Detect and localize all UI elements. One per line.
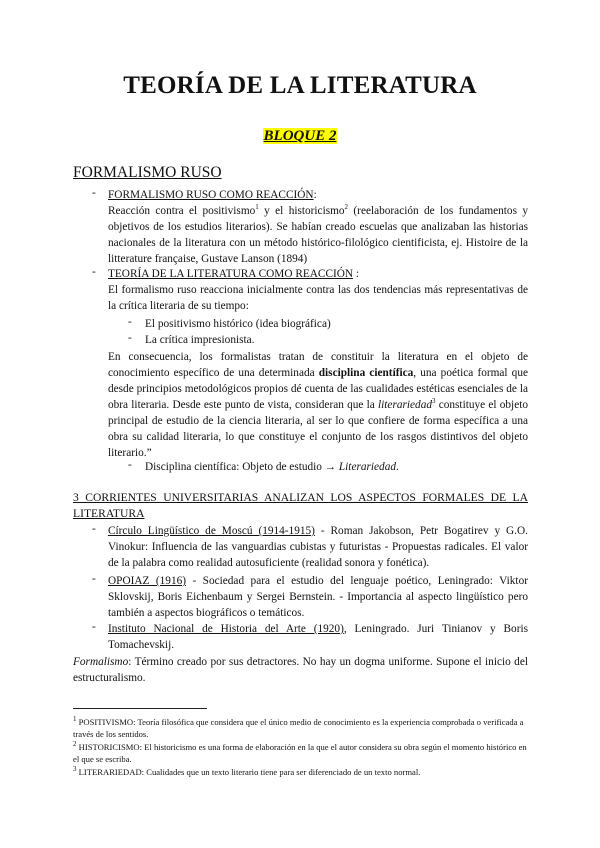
footnote-3 <box>73 766 529 778</box>
item-teoria-intro: El formalismo ruso reacciona inicialmente contra las dos tendencias más representativas de la crítica literaria de su tiempo: <box>108 284 528 312</box>
footnote-2 <box>73 741 529 765</box>
item-colon: : <box>353 268 360 280</box>
text-span: (reelaboración de los fundamentos y objetivos de los estudios literarios). Se habían creado escuelas que analizaban las historias nacionales de la literatura con un método histórico-filológico cientificista, ej. Histoire de la litterature française, Gustave Lanson (1894) <box>108 205 528 265</box>
italic-term: Literariedad <box>338 461 397 473</box>
bold-term: disciplina científica <box>318 367 414 379</box>
block-label-highlight: BLOQUE 2 <box>263 128 337 144</box>
text-span: . <box>396 461 399 473</box>
sub-item-impresionista: La crítica impresionista. <box>145 334 255 346</box>
item-instituto-label: Instituto Nacional de Historia del Arte (1920) <box>108 623 344 635</box>
bullet-dash: - <box>92 621 96 633</box>
document-title: TEORÍA DE LA LITERATURA <box>123 72 477 99</box>
item-teoria-label: TEORÍA DE LA LITERATURA COMO REACCIÓN <box>108 268 354 280</box>
block-label <box>0 128 600 145</box>
item-teoria-heading <box>108 266 359 282</box>
footnote-1 <box>73 716 529 740</box>
item-reaccion-heading <box>108 187 317 203</box>
item-opoiaz <box>108 573 528 621</box>
footnote-text: : El historicismo es una forma de elaboración en la que el autor considera su obra según el momento histórico en el que se escriba. <box>73 742 527 764</box>
italic-term: Formalismo <box>73 656 129 668</box>
item-instituto <box>108 621 528 653</box>
item-opoiaz-label: OPOIAZ (1916) <box>108 575 186 587</box>
footnote-separator <box>73 708 207 709</box>
text-span: Disciplina científica: Objeto de estudio → <box>145 461 339 473</box>
item-colon: : <box>313 189 317 201</box>
item-circulo-label: Círculo Lingüístico de Moscú (1914-1915) <box>108 525 315 537</box>
item-circulo-moscu <box>108 523 528 571</box>
footnote-text: : Cualidades que un texto literario tiene para ser diferenciado de un texto normal. <box>141 767 421 777</box>
footnote-number: 2 <box>73 740 77 749</box>
footnote-number: 1 <box>73 715 77 724</box>
footnote-ref: 1 <box>255 203 259 212</box>
sub-item-disciplina <box>145 459 399 475</box>
footnote-label: POSITIVISMO <box>78 717 134 727</box>
section-heading-formalismo: FORMALISMO RUSO <box>73 164 222 181</box>
item-reaccion-text <box>108 203 528 267</box>
text-span: constituye el objeto principal de estudio de la ciencia literaria, al ser lo que confiere de forma específica a una obra su calidad literaria, lo que constituye el conjunto de los rasgos distintivos del objeto literario.” <box>108 399 528 459</box>
item-teoria-paragraph <box>108 349 528 461</box>
sub-item-positivismo: El positivismo histórico (idea biográfica) <box>145 318 331 330</box>
text-span: , una poética formal que desde principios metodológicos propios dé cuenta de las cualidades estéticas esenciales de la obra literaria. Desde este punto de vista, consideran que la <box>108 367 528 411</box>
bullet-dash: - <box>128 316 132 328</box>
section-heading-corrientes: 3 CORRIENTES UNIVERSITARIAS ANALIZAN LOS ASPECTOS FORMALES DE LA LITERATURA <box>73 491 528 520</box>
bullet-dash: - <box>92 523 96 535</box>
footnote-number: 3 <box>73 765 77 774</box>
text-span: , Leningrado. Juri Tinianov y Boris Tomachevskij. <box>108 623 528 651</box>
text-span: y el historicismo <box>258 205 345 217</box>
italic-term: literariedad <box>378 399 432 411</box>
formalismo-definition <box>73 654 528 686</box>
footnote-ref: 3 <box>432 397 436 406</box>
text-span: : Término creado por sus detractores. No hay un dogma uniforme. Supone el inicio del estructuralismo. <box>73 656 528 684</box>
footnote-label: LITERARIEDAD <box>78 767 142 777</box>
bullet-dash: - <box>92 573 96 585</box>
footnote-label: HISTORICISMO <box>78 742 140 752</box>
bullet-dash: - <box>92 266 96 278</box>
text-span: Reacción contra el positivismo <box>108 205 256 217</box>
footnote-ref: 2 <box>344 203 349 212</box>
text-span: En consecuencia, los formalistas tratan de constituir la literatura en el objeto de conocimiento específico de una determinada <box>108 351 528 379</box>
bullet-dash: - <box>128 332 132 344</box>
bullet-dash: - <box>92 187 96 199</box>
footnote-text: : Teoría filosófica que considera que el único medio de conocimiento es la experiencia comprobada o verificada a través de los sentidos. <box>73 717 524 739</box>
bullet-dash: - <box>128 459 132 471</box>
text-span: - Roman Jakobson, Petr Bogatirev y G.O. Vinokur: Influencia de las vanguardias cubistas y futuristas - Propuestas radicales. El valor de la palabra como realidad autosuficiente (realidad sonora y fonética). <box>108 525 528 569</box>
text-span: - Sociedad para el estudio del lenguaje poético, Leningrado: Viktor Sklovskij, Boris Eichenbaum y Sergei Bernstein. - Importancia al aspecto lingüístico pero también a aspectos biográficos o temáticos. <box>108 575 528 619</box>
item-reaccion-label: FORMALISMO RUSO COMO REACCIÓN <box>108 189 314 201</box>
